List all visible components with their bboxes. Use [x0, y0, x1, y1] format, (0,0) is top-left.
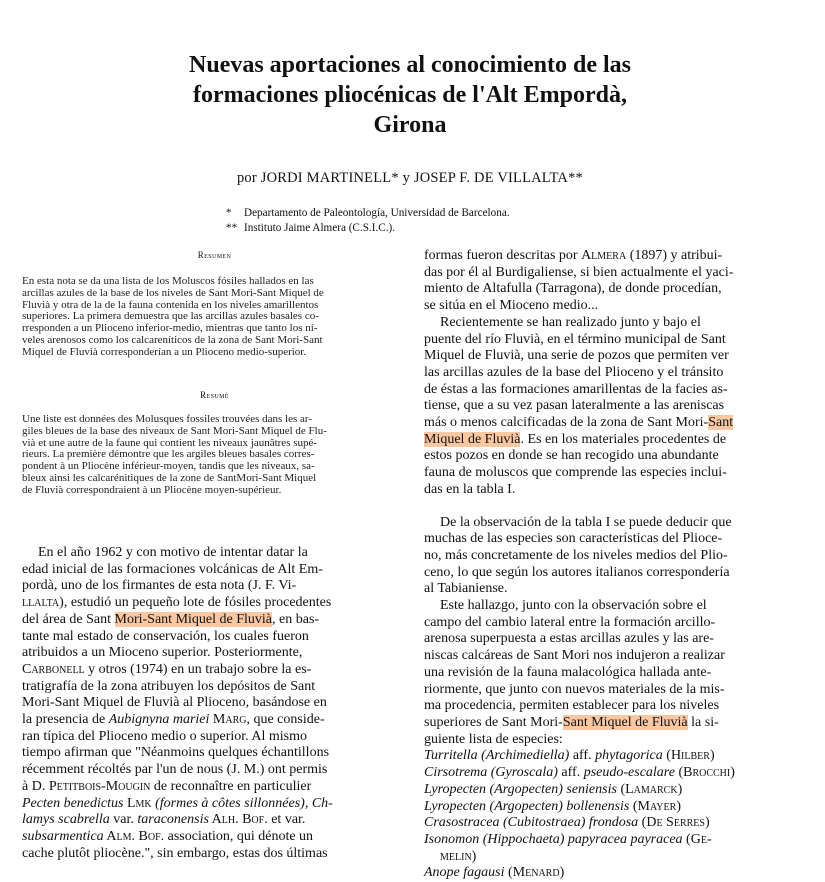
highlighted-place-name: Mori-Sant Miquel de Fluvià	[114, 611, 273, 627]
highlighted-place-name: Sant	[708, 415, 734, 431]
species-name: Isonomon (Hippochaeta) papyracea payracea	[424, 831, 683, 847]
author-name: Alh. Bof.	[208, 812, 268, 828]
body-line: ran típica del Plioceno medio o superior. Al mismo	[22, 728, 308, 744]
resume-body	[22, 414, 407, 497]
body-line: das por él al Burdigaliense, si bien actualmente el yaci-	[424, 264, 734, 280]
body-line	[424, 715, 809, 732]
body-line: guiente lista de especies:	[424, 731, 563, 747]
species-item	[424, 865, 809, 882]
body-line	[424, 415, 809, 432]
variety-name: taraconensis	[137, 812, 209, 828]
abstract-line: veles arenosos como los calcareníticos de la zona de Sant Mori-Sant	[22, 333, 323, 346]
text-span: la presencia de	[22, 712, 109, 728]
text-span: la si-	[687, 714, 719, 730]
highlighted-place-name: Sant Miquel de Fluvià	[562, 714, 688, 730]
author-name: Marg	[209, 712, 247, 728]
text-span: de reconnaître en particulier	[150, 778, 312, 794]
text-span: (1897) y atribui-	[626, 248, 723, 263]
text-span: var.	[109, 812, 138, 828]
species-name: Lyropecten (Argopecten) seniensis	[424, 781, 617, 797]
abstract-line: Fluvià y otra de la de la fauna contenida en los niveles amarillentos	[22, 298, 319, 311]
text-span: (	[662, 748, 671, 764]
text-span: à D.	[22, 778, 49, 794]
species-name: Turritella (Archimediella)	[424, 748, 570, 764]
species-name: Anope fagausi	[424, 865, 505, 881]
author-name: Petitbois-Mougin	[48, 778, 151, 794]
body-line: Mori-Sant Miquel de Fluvià al Plioceno, basándose en	[22, 695, 327, 711]
affiliation	[226, 221, 510, 236]
affiliation-text: Instituto Jaime Almera (C.S.I.C.).	[244, 222, 396, 234]
title-line: Girona	[373, 112, 447, 138]
species-item	[424, 782, 809, 799]
body-line: miento de Altafulla (Tarragona), de donde procedían,	[424, 281, 722, 297]
species-epithet: phytagorica	[595, 748, 663, 764]
species-name: Crasostracea (Cubitostraea) frondosa	[424, 815, 639, 831]
species-item	[424, 849, 809, 866]
body-line: edad inicial de las formaciones volcánicas de Alt Em-	[22, 561, 323, 577]
abstract-line: bleux ainsi les calcarénitiques de la zone de SantMori-Sant Miquel	[22, 471, 317, 484]
text-span: (formes à côtes sillonnées), Ch-	[151, 795, 333, 811]
species-item	[424, 765, 809, 782]
body-line	[22, 829, 414, 846]
author-name: llalta	[22, 595, 60, 611]
body-line: estos pozos en donde se han recogido una abundante	[424, 448, 719, 464]
author-line: por JORDI MARTINELL* y JOSEP F. DE VILLALTA**	[236, 170, 584, 186]
text-span: )	[471, 848, 477, 864]
body-line: una revisión de la fauna malacológica hallada ante-	[424, 664, 712, 680]
text-span: (	[682, 831, 691, 847]
abstract-line: pondent à un Pliocène inférieur-moyen, tandis que les niveaux, sa-	[22, 460, 315, 473]
author-name: De Serres	[646, 815, 705, 831]
author-name: Lmk	[123, 795, 152, 811]
highlighted-place-name: Miquel de Fluvià	[424, 431, 521, 447]
affiliation	[226, 206, 510, 221]
body-line: muchas de las especies son características del Plioce-	[424, 531, 723, 547]
abstract-line: Une liste est données des Molusques fossiles trouvées dans les ar-	[22, 413, 313, 425]
text-span: association, qui dénote un	[164, 828, 314, 844]
body-line: riormente, que junto con nuevos materiales de la mis-	[424, 681, 725, 697]
resumen-heading: Resumen	[197, 250, 232, 260]
author-name: Almera	[581, 248, 627, 263]
abstract-line: superiores. La primera demuestra que las arcillas azules basales co-	[22, 310, 319, 323]
body-line: puente del río Fluvià, en el término municipal de Sant	[424, 331, 726, 347]
resumen-body	[22, 276, 407, 359]
body-line: Miquel de Fluvià, una serie de pozos que permiten ver	[424, 348, 729, 364]
text-span: (	[616, 781, 626, 797]
text-span: (	[638, 815, 647, 831]
body-line: arenosa superpuesta a estas arcillas azules y las are-	[424, 631, 714, 647]
species-item	[424, 815, 809, 832]
body-line: cache plutôt pliocène.", sin embargo, estas dos últimas	[22, 845, 328, 861]
body-line: tiense, que a su vez pasan lateralmente a las areniscas	[424, 398, 725, 414]
text-span: )	[676, 798, 681, 814]
text-span: más o menos calcificadas de la zona de Sant Mori-	[424, 415, 709, 431]
species-name: Lyropecten (Argopecten) bollenensis	[424, 798, 630, 814]
body-line: atribuidos a un Mioceno superior. Posteriormente,	[22, 645, 303, 661]
body-line	[22, 812, 414, 829]
text-span: (	[504, 865, 513, 881]
species-epithet: pseudo-escalare	[583, 765, 675, 781]
author-name: Ge-	[690, 831, 712, 847]
text-span: y otros (1974) en un trabajo sobre la es-	[84, 661, 312, 677]
body-line: tante mal estado de conservación, los cuales fueron	[22, 628, 309, 644]
text-span: . Es en los materiales procedentes de	[520, 431, 727, 447]
body-line: En el año 1962 y con motivo de intentar datar la	[38, 545, 308, 560]
affiliations	[226, 206, 510, 236]
body-line	[22, 662, 414, 679]
text-span: (	[674, 765, 684, 781]
body-line: no, más concretamente de los niveles medios del Plio-	[424, 547, 728, 563]
text-span: ), estudió un pequeño lote de fósiles procedentes	[59, 595, 332, 611]
species-item	[424, 799, 809, 816]
species-item	[424, 748, 809, 765]
variety-name: subsarmentica	[22, 828, 104, 844]
body-line: fauna de moluscos que comprende las especies inclui-	[424, 465, 727, 481]
text-span: )	[677, 781, 683, 797]
body-line: das en la tabla I.	[424, 481, 516, 497]
abstract-line: vià et une autre de la faune qui contient les niveaux jaunâtres supé-	[22, 436, 318, 449]
body-line: de éstas a las formaciones amarillentas de la facies as-	[424, 381, 728, 397]
paper-title	[100, 50, 720, 140]
author-name: Menard	[512, 865, 560, 881]
body-line: De la observación de la tabla I se puede deducir que	[440, 514, 732, 530]
text-span: et var.	[267, 812, 306, 828]
resume-heading: Resumé	[200, 390, 229, 400]
species-name: Aubignyna mariei	[108, 712, 210, 728]
species-name: Pecten benedictus	[22, 795, 124, 811]
title-line: formaciones pliocénicas de l'Alt Empordà,	[193, 82, 627, 108]
author-name: Carbonell	[22, 661, 85, 677]
body-line: las arcillas azules de la base del Plioceno y el tránsito	[424, 364, 724, 380]
body-line: al Tabianiense.	[424, 581, 508, 597]
left-column-text	[22, 545, 414, 862]
body-line	[22, 712, 414, 729]
title-line: Nuevas aportaciones al conocimiento de las	[189, 52, 631, 78]
body-line	[22, 796, 414, 813]
body-line: récemment récoltés par l'un de nous (J. M.) ont permis	[22, 762, 328, 778]
body-line	[22, 612, 414, 629]
author-name: melin	[440, 848, 472, 864]
body-line: pordà, uno de los firmantes de esta nota (J. F. Vi-	[22, 578, 297, 594]
affiliation-text: Departamento de Paleontología, Universidad de Barcelona.	[244, 207, 510, 219]
abstract-line: En esta nota se da una lista de los Moluscos fósiles hallados en las	[22, 275, 314, 287]
author-name: Hilber	[670, 748, 710, 764]
body-line	[22, 595, 414, 612]
body-line: tratigrafía de la zona atribuyen los depósitos de Sant	[22, 678, 316, 694]
body-line: ceno, lo que según los autores italianos correspondería	[424, 564, 730, 580]
text-span: )	[730, 765, 735, 781]
text-span: formas fueron descritas por	[424, 248, 582, 263]
abstract-line: de Fluvià correspondraient à un Pliocène moyen-supérieur.	[22, 483, 282, 496]
text-span: , que conside-	[246, 712, 325, 728]
right-column-text	[424, 248, 809, 882]
text-span: del área de Sant	[22, 611, 115, 627]
author-name: Alm. Bof.	[103, 828, 165, 844]
species-name: lamys scabrella	[22, 812, 110, 828]
text-span: )	[559, 865, 565, 881]
body-line: se sitúa en el Mioceno medio...	[424, 298, 599, 314]
body-line	[22, 779, 414, 796]
footnote-mark: *	[226, 207, 232, 219]
text-span: )	[709, 748, 715, 764]
abstract-line: rieurs. La première démontre que les argiles bleues basales corres-	[22, 448, 315, 461]
footnote-mark: **	[226, 222, 238, 234]
body-line: tiempo afirman que "Néanmoins quelques échantillons	[22, 745, 330, 761]
text-span: aff.	[569, 748, 596, 764]
body-line	[424, 248, 809, 265]
abstract-line: Miquel de Fluvià corresponderían a un Plioceno medio-superior.	[22, 345, 307, 358]
author-name: Brocchi	[683, 765, 731, 781]
abstract-line: arcillas azules de la base de los niveles de Sant Mori-Sant Miquel de	[22, 286, 324, 299]
text-span: (	[629, 798, 638, 814]
body-line: Este hallazgo, junto con la observación sobre el	[440, 598, 707, 614]
text-span: aff.	[557, 765, 584, 781]
body-line: niscas calcáreas de Sant Mori nos indujeron a realizar	[424, 648, 725, 664]
author-name: Mayer	[637, 798, 677, 814]
species-item	[424, 832, 809, 849]
body-line: Recientemente se han realizado junto y bajo el	[440, 314, 701, 330]
author-name: Lamarck	[625, 781, 678, 797]
species-name: Cirsotrema (Gyroscala)	[424, 765, 558, 781]
abstract-line: rresponden a un Plioceno inferior-medio, mientras que tanto los ni-	[22, 322, 318, 335]
text-span: superiores de Sant Mori-	[424, 714, 563, 730]
body-line	[424, 432, 809, 449]
body-line: ma procedencia, permiten establecer para los niveles	[424, 698, 720, 714]
species-list	[424, 748, 809, 882]
text-span: , en bas-	[272, 611, 320, 627]
text-span: )	[704, 815, 710, 831]
body-line: campo del cambio lateral entre la formación arcillo-	[424, 614, 716, 630]
abstract-line: giles bleues de la base des niveaux de Sant Mori-Sant Miquel de Flu-	[22, 424, 327, 437]
